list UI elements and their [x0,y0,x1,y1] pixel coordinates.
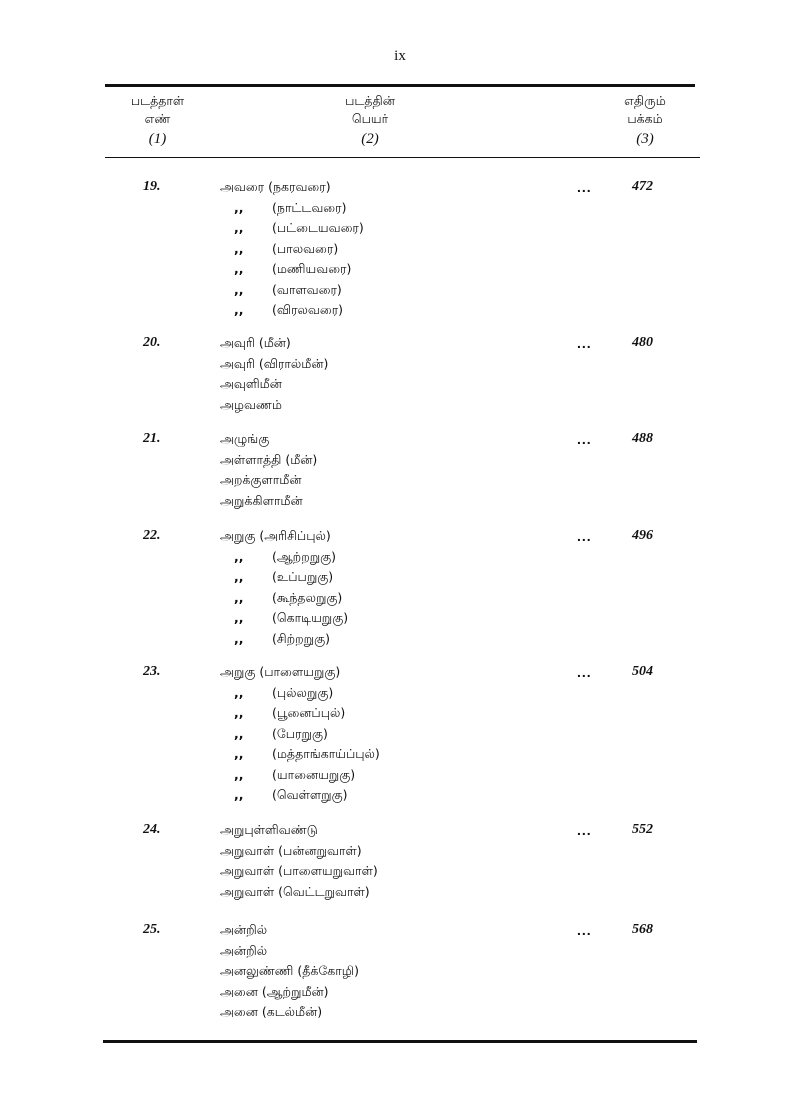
column-number: (1) [148,131,167,147]
plate-name-line [220,610,348,631]
plate-name-text: (நாட்டவரை) [272,199,347,215]
ditto-mark: ,, [234,548,244,564]
ditto-mark: ,, [234,199,244,215]
plate-number: 24. [143,822,161,837]
facing-page-number: 480 [632,335,653,350]
plate-name-line [220,590,348,611]
plate-name-text: அழுங்கு [220,431,270,446]
plate-name-line [220,746,380,767]
plate-names [220,922,359,1025]
plate-name-line [220,843,378,864]
leader-dots: ... [577,922,592,938]
plate-name-line [220,302,364,323]
plate-name-text: அறக்குளாமீன் [220,472,302,487]
page-number: ix [394,48,406,64]
ditto-mark: ,, [234,787,244,802]
plate-name-line [220,631,348,652]
plate-number: 22. [143,528,161,543]
plate-name-line [220,220,364,241]
plate-name-text: அனலுண்ணி (தீக்கோழி) [220,963,359,978]
plate-name-line [220,452,317,473]
plate-name-text: (பட்டையவரை) [272,220,364,235]
facing-page-number: 552 [632,822,653,837]
ditto-mark: ,, [234,589,244,605]
plate-name-text: (பேரறுகு) [272,725,328,741]
plate-name-line [220,664,380,685]
column-header-line1: எதிரும் [624,93,666,108]
plate-names [220,822,378,904]
bottom-rule [103,1040,697,1043]
plate-name-text: அவுளிமீன் [220,376,282,391]
plate-name-text: (பாலவரை) [272,240,339,256]
plate-name-text: (உப்பறுகு) [272,569,334,584]
column-header-facing-page [600,92,690,148]
plate-name-line [220,984,359,1005]
ditto-mark: ,, [234,705,244,720]
plate-name-text: அறுபுள்ளிவண்டு [220,822,318,837]
column-number: (2) [361,131,379,147]
plate-name-line [220,282,364,303]
plate-names [220,528,348,651]
plate-number: 19. [143,179,161,194]
plate-name-text: அறுகு (பாளையறுகு) [220,664,341,679]
plate-name-text: அறுவாள் (வெட்டறுவாள்) [220,883,370,899]
ditto-mark: ,, [234,281,244,297]
plate-name-line [220,787,380,808]
plate-name-text: அனை (கடல்மீன்) [220,1004,323,1019]
plate-name-text: அழவணம் [220,396,282,412]
column-header-line2: பக்கம் [627,111,663,126]
ditto-mark: ,, [234,766,244,782]
ditto-mark: ,, [234,684,244,700]
plate-number: 25. [143,922,161,937]
plate-name-line [220,569,348,590]
plate-name-line [220,767,380,788]
plate-name-text: (மத்தாங்காய்ப்புல்) [272,746,380,761]
plate-name-text: அறுகு (அரிசிப்புல்) [220,528,331,543]
column-header-plate-name [310,92,430,148]
leader-dots: ... [577,822,592,838]
plate-number: 23. [143,664,161,679]
ditto-mark: ,, [234,630,244,646]
plate-name-text: (கூந்தலறுகு) [272,589,343,605]
plate-name-line [220,963,359,984]
plate-name-line [220,241,364,262]
ditto-mark: ,, [234,746,244,761]
plate-name-text: (ஆற்றறுகு) [272,548,337,564]
plate-name-text: அன்றில் [220,922,268,937]
facing-page-number: 504 [632,664,653,679]
plate-name-text: அவுரி (மீன்) [220,335,291,350]
plate-name-line [220,335,328,356]
facing-page-number: 568 [632,922,653,937]
plate-name-text: (புல்லறுகு) [272,684,334,700]
plate-name-text: அவுரி (விரால்மீன்) [220,355,329,371]
plate-name-line [220,200,364,221]
column-number: (3) [636,131,654,147]
facing-page-number: 496 [632,528,653,543]
plate-number: 21. [143,431,161,446]
plate-name-line [220,705,380,726]
plate-name-line [220,472,317,493]
plate-name-text: (வெள்ளறுகு) [272,787,348,802]
plate-name-line [220,922,359,943]
plate-name-text: அள்ளாத்தி (மீன்) [220,451,318,467]
plate-names [220,179,364,323]
leader-dots: ... [577,335,592,351]
plate-name-line [220,431,317,452]
plate-name-line [220,726,380,747]
plate-name-text: (சிற்றறுகு) [272,630,331,646]
plate-name-line [220,863,378,884]
plate-name-line [220,356,328,377]
facing-page-number: 488 [632,431,653,446]
leader-dots: ... [577,179,592,195]
leader-dots: ... [577,431,592,447]
ditto-mark: ,, [234,725,244,741]
leader-dots: ... [577,664,592,680]
plate-name-line [220,528,348,549]
plate-name-text: (மணியவரை) [272,261,352,276]
plate-name-line [220,376,328,397]
ditto-mark: ,, [234,220,244,235]
column-header-line1: படத்தின் [345,93,395,108]
top-rule [105,84,695,87]
plate-name-text: அறுவாள் (பன்னறுவாள்) [220,842,362,858]
plate-number: 20. [143,335,161,350]
plate-name-line [220,261,364,282]
plate-name-text: அறுவாள் (பாளையறுவாள்) [220,863,378,878]
header-rule [105,157,695,158]
column-header-plate-number [110,92,205,148]
plate-name-text: (கொடியறுகு) [272,610,349,625]
header-rule-tail [672,157,700,158]
plate-name-line [220,179,364,200]
ditto-mark: ,, [234,610,244,625]
plate-name-line [220,943,359,964]
plate-name-text: அவரை (நகரவரை) [220,179,331,194]
plate-name-text: அன்றில் [220,942,268,958]
plate-name-line [220,822,378,843]
plate-name-line [220,685,380,706]
plate-name-line [220,397,328,418]
ditto-mark: ,, [234,261,244,276]
leader-dots: ... [577,528,592,544]
plate-name-line [220,549,348,570]
plate-name-text: (வாளவரை) [272,281,342,297]
ditto-mark: ,, [234,302,244,317]
column-header-line2: பெயர் [351,111,389,126]
facing-page-number: 472 [632,179,653,194]
plate-name-text: அனை (ஆற்றுமீன்) [220,983,329,999]
plate-name-line [220,493,317,514]
column-header-line1: படத்தாள் [130,93,185,108]
plate-name-text: (பூனைப்புல்) [272,705,346,720]
plate-name-text: (யானையறுகு) [272,766,356,782]
ditto-mark: ,, [234,569,244,584]
plate-name-text: (விரலவரை) [272,302,344,317]
plate-name-line [220,884,378,905]
plate-names [220,431,317,513]
plate-name-line [220,1004,359,1025]
plate-name-text: அறுக்கிளாமீன் [220,492,303,508]
column-header-line2: எண் [144,111,171,126]
plate-names [220,335,328,417]
ditto-mark: ,, [234,240,244,256]
plate-names [220,664,380,808]
